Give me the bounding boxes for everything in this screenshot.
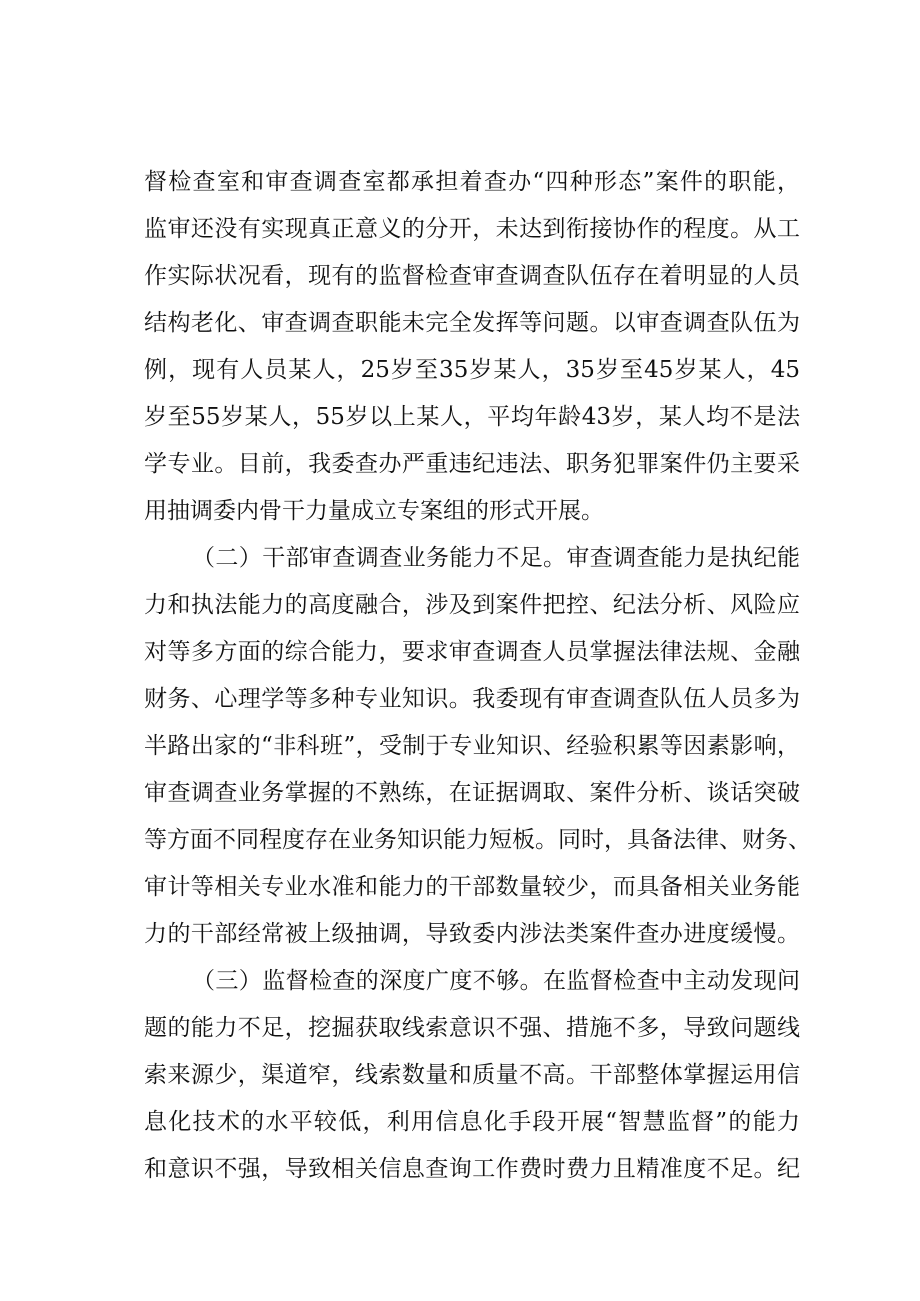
paragraph-1-line: 岁至55岁某人，55岁以上某人，平均年龄43岁，某人均不是法 — [144, 404, 800, 430]
paragraph-1-line: 例，现有人员某人，25岁至35岁某人，35岁至45岁某人，45 — [144, 357, 800, 383]
paragraph-1-line: 学专业。目前，我委查办严重违纪违法、职务犯罪案件仍主要采 — [144, 451, 800, 477]
paragraph-3-line: 息化技术的水平较低，利用信息化手段开展“智慧监督”的能力 — [144, 1109, 800, 1135]
paragraph-3-line: （三）监督检查的深度广度不够。在监督检查中主动发现问 — [192, 968, 800, 994]
paragraph-1-line: 作实际状况看，现有的监督检查审查调查队伍存在着明显的人员 — [144, 263, 800, 289]
paragraph-2-line: 等方面不同程度存在业务知识能力短板。同时，具备法律、财务、 — [144, 827, 811, 853]
paragraph-1-line: 用抽调委内骨干力量成立专案组的形式开展。 — [144, 498, 604, 524]
paragraph-3-line: 和意识不强，导致相关信息查询工作费时费力且精准度不足。纪 — [144, 1156, 800, 1182]
paragraph-2-line: 审查调查业务掌握的不熟练，在证据调取、案件分析、谈话突破 — [144, 780, 800, 806]
paragraph-1-line: 督检查室和审查调查室都承担着查办“四种形态”案件的职能， — [144, 169, 800, 195]
paragraph-3-line: 题的能力不足，挖掘获取线索意识不强、措施不多，导致问题线 — [144, 1015, 800, 1041]
paragraph-1-line: 结构老化、审查调查职能未完全发挥等问题。以审查调查队伍为 — [144, 310, 800, 336]
paragraph-2-line: 力的干部经常被上级抽调，导致委内涉法类案件查办进度缓慢。 — [144, 921, 800, 947]
paragraph-2-line: 审计等相关专业水准和能力的干部数量较少，而具备相关业务能 — [144, 874, 800, 900]
paragraph-2-line: （二）干部审查调查业务能力不足。审查调查能力是执纪能 — [192, 545, 800, 571]
paragraph-2-line: 财务、心理学等多种专业知识。我委现有审查调查队伍人员多为 — [144, 686, 800, 712]
paragraph-2-line: 力和执法能力的高度融合，涉及到案件把控、纪法分析、风险应 — [144, 592, 800, 618]
paragraph-3-line: 索来源少，渠道窄，线索数量和质量不高。干部整体掌握运用信 — [144, 1062, 800, 1088]
paragraph-1-line: 监审还没有实现真正意义的分开，未达到衔接协作的程度。从工 — [144, 216, 800, 242]
paragraph-2-line: 半路出家的“非科班”，受制于专业知识、经验积累等因素影响， — [144, 733, 800, 759]
paragraph-2-line: 对等多方面的综合能力，要求审查调查人员掌握法律法规、金融 — [144, 639, 800, 665]
